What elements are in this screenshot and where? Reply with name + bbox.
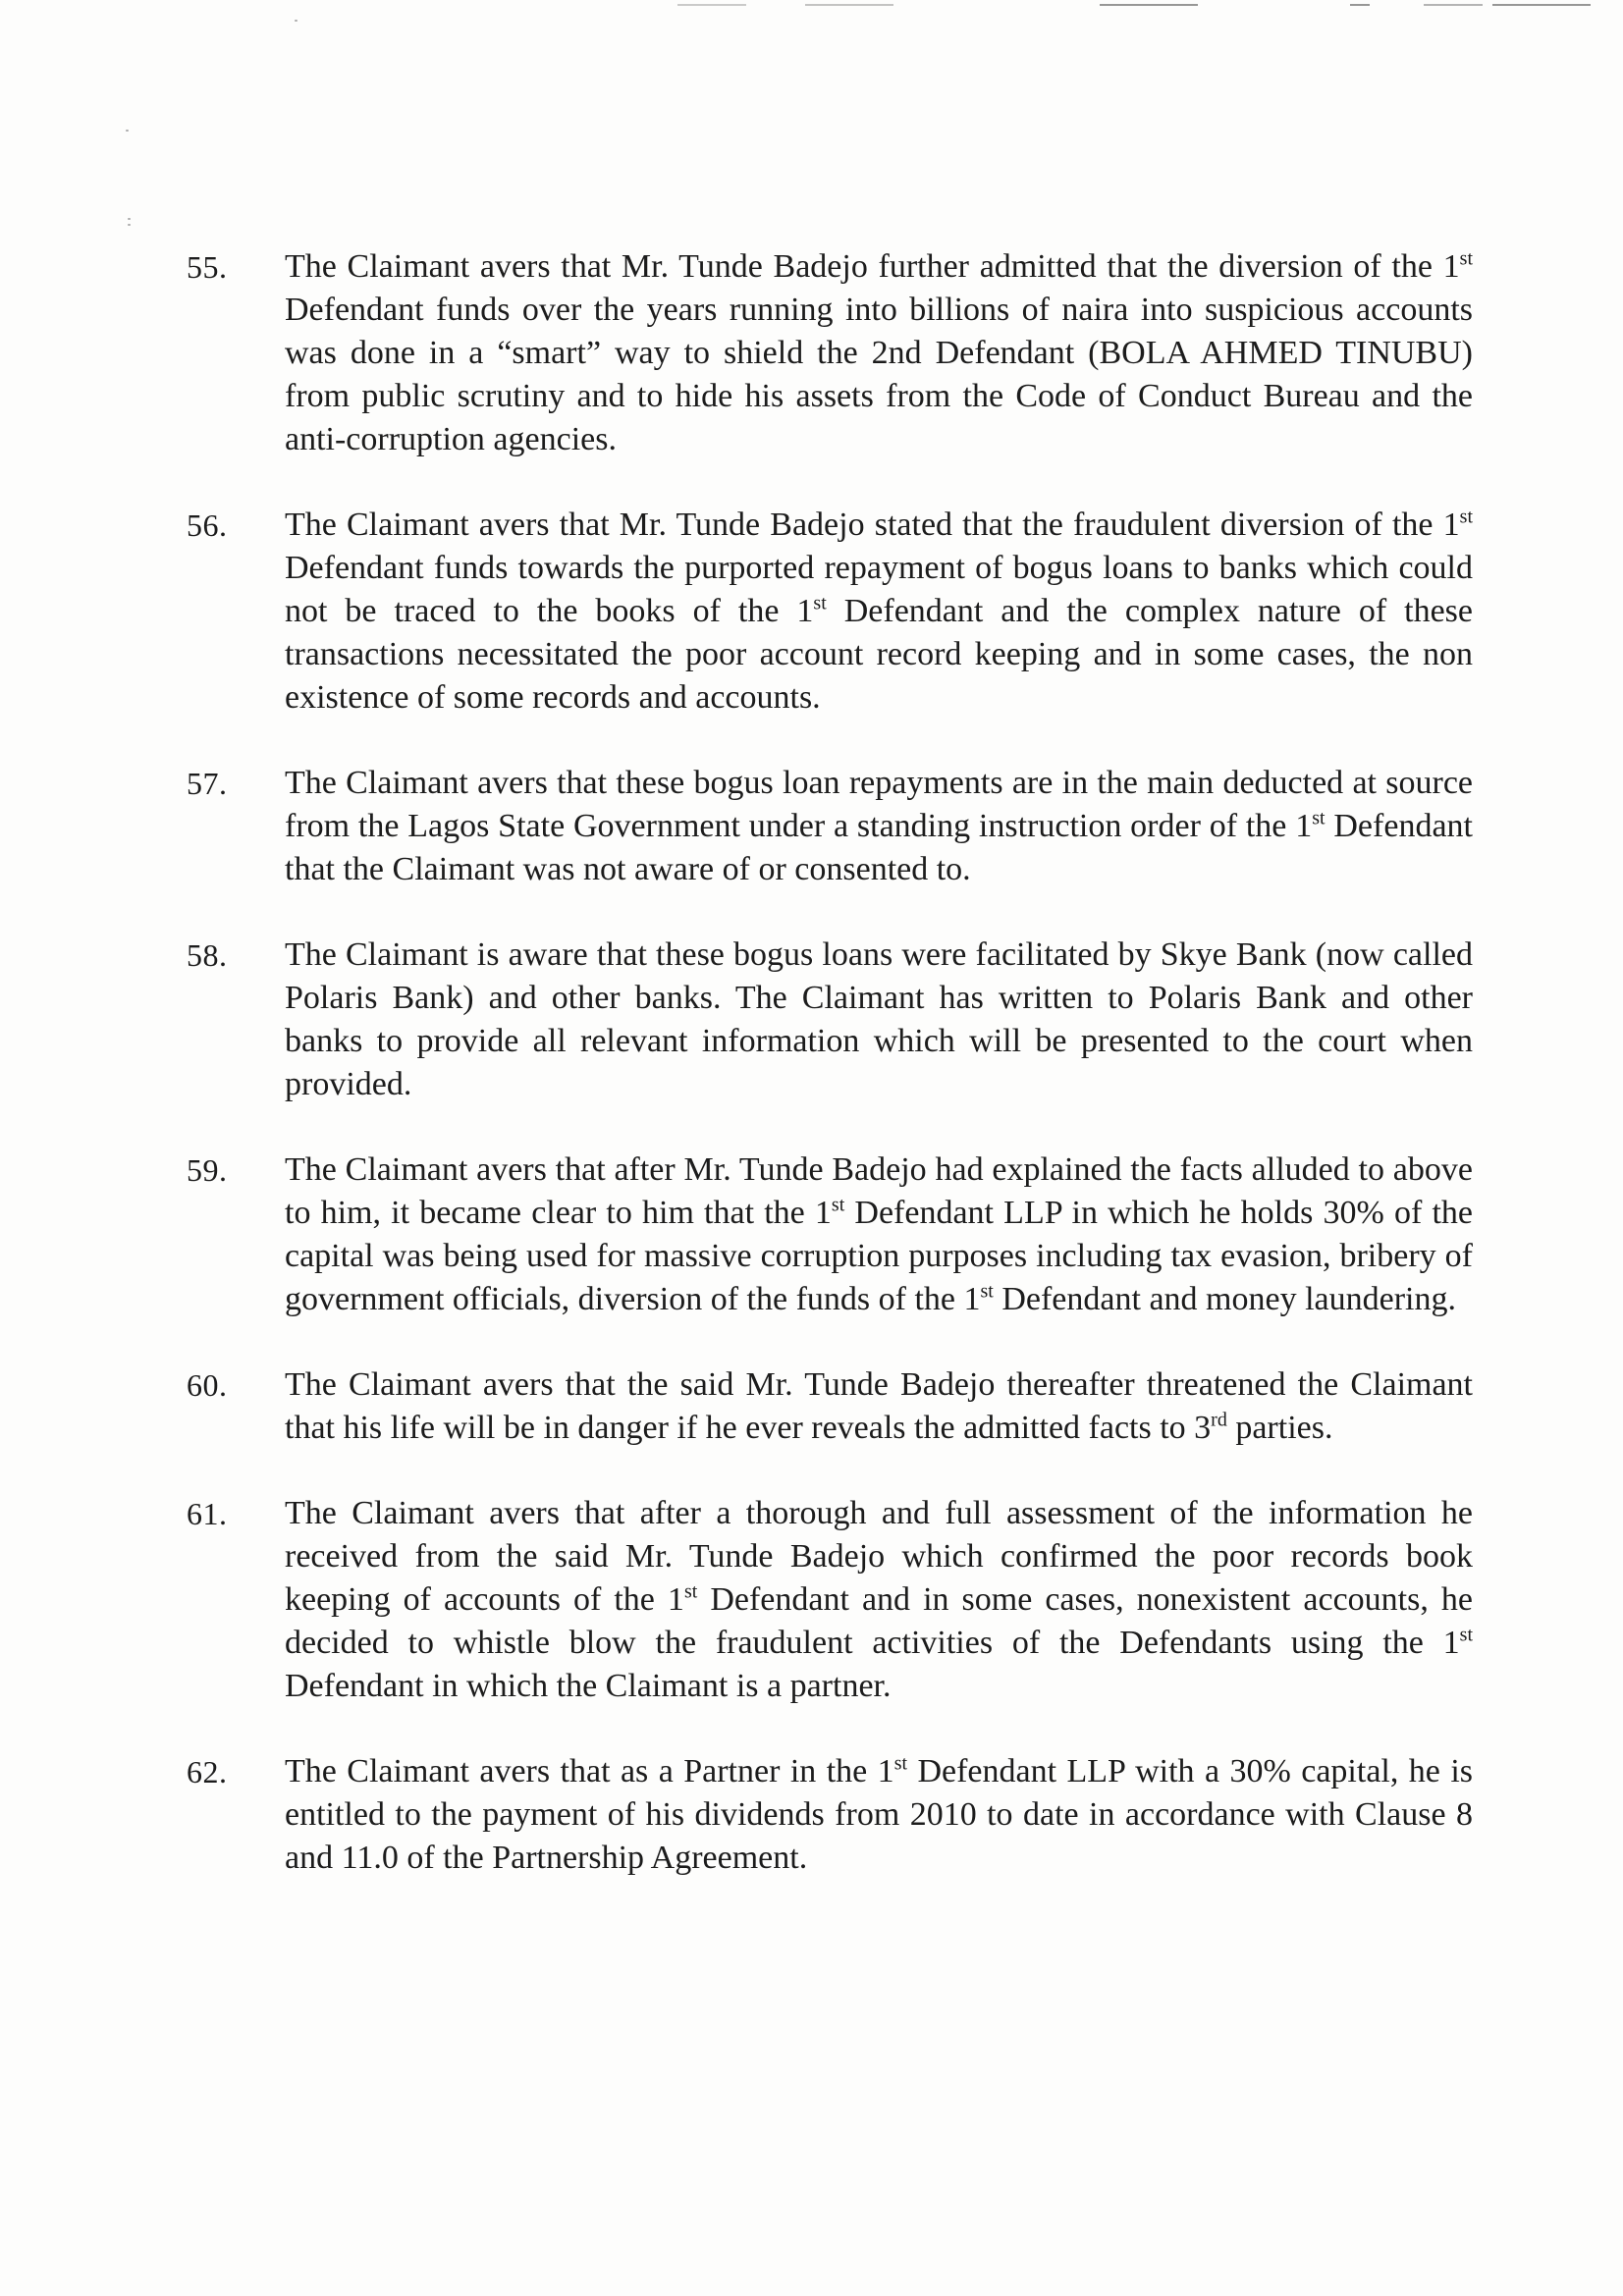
paragraph-number: 60.	[187, 1367, 228, 1403]
ordinal-superscript: st	[980, 1280, 994, 1303]
text-segment: The Claimant avers that after Mr. Tunde Badejo had explained the facts alluded to above to him, it became clear to him that the 1	[285, 1151, 1473, 1231]
scan-artifact-line	[1492, 4, 1591, 6]
text-segment: Defendant and money laundering.	[993, 1281, 1456, 1317]
text-segment: The Claimant avers that Mr. Tunde Badejo stated that the fraudulent diversion of the 1	[285, 507, 1460, 543]
ordinal-superscript: st	[831, 1194, 845, 1216]
scan-speck	[126, 130, 129, 132]
scan-artifact-line	[1350, 4, 1370, 6]
scan-artifact-line	[677, 4, 746, 6]
numbered-paragraph-list	[187, 245, 1473, 1922]
paragraph-number: 58.	[187, 937, 228, 973]
paragraph-number: 56.	[187, 507, 228, 543]
paragraph-text	[285, 1363, 1473, 1450]
text-segment: The Claimant avers that Mr. Tunde Badejo further admitted that the diversion of the 1	[285, 248, 1460, 285]
paragraph-text	[285, 504, 1473, 720]
paragraph-61	[187, 1492, 1473, 1708]
paragraph-59	[187, 1148, 1473, 1321]
paragraph-text	[285, 934, 1473, 1106]
text-segment: Defendant LLP with a 30% capital, he is entitled to the payment of his dividends from 2010 to date in accordance with Clause 8 and 11.0 of the Partnership Agreement.	[285, 1753, 1473, 1876]
paragraph-text	[285, 762, 1473, 891]
paragraph-text	[285, 1492, 1473, 1708]
scan-artifact-line	[1424, 4, 1483, 6]
ordinal-superscript: st	[893, 1752, 908, 1775]
text-segment: parties.	[1226, 1410, 1333, 1446]
ordinal-superscript: st	[1459, 1624, 1473, 1646]
scan-artifact-line	[1100, 4, 1198, 6]
ordinal-superscript: st	[1312, 807, 1325, 829]
paragraph-text	[285, 245, 1473, 461]
paragraph-57	[187, 762, 1473, 891]
ordinal-superscript: st	[1459, 247, 1473, 270]
paragraph-55	[187, 245, 1473, 461]
scan-speck	[295, 20, 298, 22]
paragraph-text	[285, 1148, 1473, 1321]
paragraph-58	[187, 934, 1473, 1106]
scan-speck	[128, 218, 131, 220]
paragraph-text	[285, 1750, 1473, 1880]
paragraph-number: 57.	[187, 766, 228, 801]
paragraph-60	[187, 1363, 1473, 1450]
text-segment: The Claimant avers that these bogus loan repayments are in the main deducted at source from the Lagos State Government under a standing instruction order of the 1	[285, 765, 1473, 844]
ordinal-superscript: st	[813, 592, 827, 614]
text-segment: The Claimant avers that after a thorough and full assessment of the information he received from the said Mr. Tunde Badejo which confirmed the poor records book keeping of accounts of the 1	[285, 1495, 1473, 1618]
text-segment: Defendant and in some cases, nonexistent accounts, he decided to whistle blow the fraudulent activities of the Defendants using the 1	[285, 1581, 1473, 1661]
ordinal-superscript: st	[1459, 506, 1473, 528]
paragraph-56	[187, 504, 1473, 720]
text-segment: Defendant funds towards the purported repayment of bogus loans to banks which could not be traced to the books of the 1	[285, 550, 1473, 629]
text-segment: The Claimant avers that the said Mr. Tunde Badejo thereafter threatened the Claimant that his life will be in danger if he ever reveals the admitted facts to 3	[285, 1366, 1473, 1446]
text-segment: The Claimant is aware that these bogus loans were facilitated by Skye Bank (now called Polaris Bank) and other banks. The Claimant has written to Polaris Bank and other banks to provide all relevant information which will be presented to the court when provided.	[285, 936, 1473, 1102]
paragraph-number: 62.	[187, 1754, 228, 1789]
text-segment: Defendant and the complex nature of these transactions necessitated the poor account record keeping and in some cases, the non existence of some records and accounts.	[285, 593, 1473, 716]
text-segment: Defendant in which the Claimant is a partner.	[285, 1668, 892, 1704]
text-segment: Defendant that the Claimant was not aware of or consented to.	[285, 808, 1473, 887]
text-segment: The Claimant avers that as a Partner in the 1	[285, 1753, 894, 1789]
text-segment: Defendant LLP in which he holds 30% of the capital was being used for massive corruption purposes including tax evasion, bribery of government officials, diversion of the funds of the 1	[285, 1195, 1473, 1317]
paragraph-number: 61.	[187, 1496, 228, 1531]
paragraph-number: 55.	[187, 249, 228, 285]
text-segment: Defendant funds over the years running into billions of naira into suspicious accounts was done in a “smart” way to shield the 2nd Defendant (BOLA AHMED TINUBU) from public scrutiny and to hide his assets from the Code of Conduct Bureau and the anti-corruption agencies.	[285, 292, 1473, 457]
ordinal-superscript: st	[683, 1580, 698, 1603]
scan-speck	[128, 224, 131, 226]
paragraph-62	[187, 1750, 1473, 1880]
scan-artifact-line	[805, 4, 893, 6]
ordinal-superscript: rd	[1211, 1409, 1227, 1431]
paragraph-number: 59.	[187, 1152, 228, 1188]
